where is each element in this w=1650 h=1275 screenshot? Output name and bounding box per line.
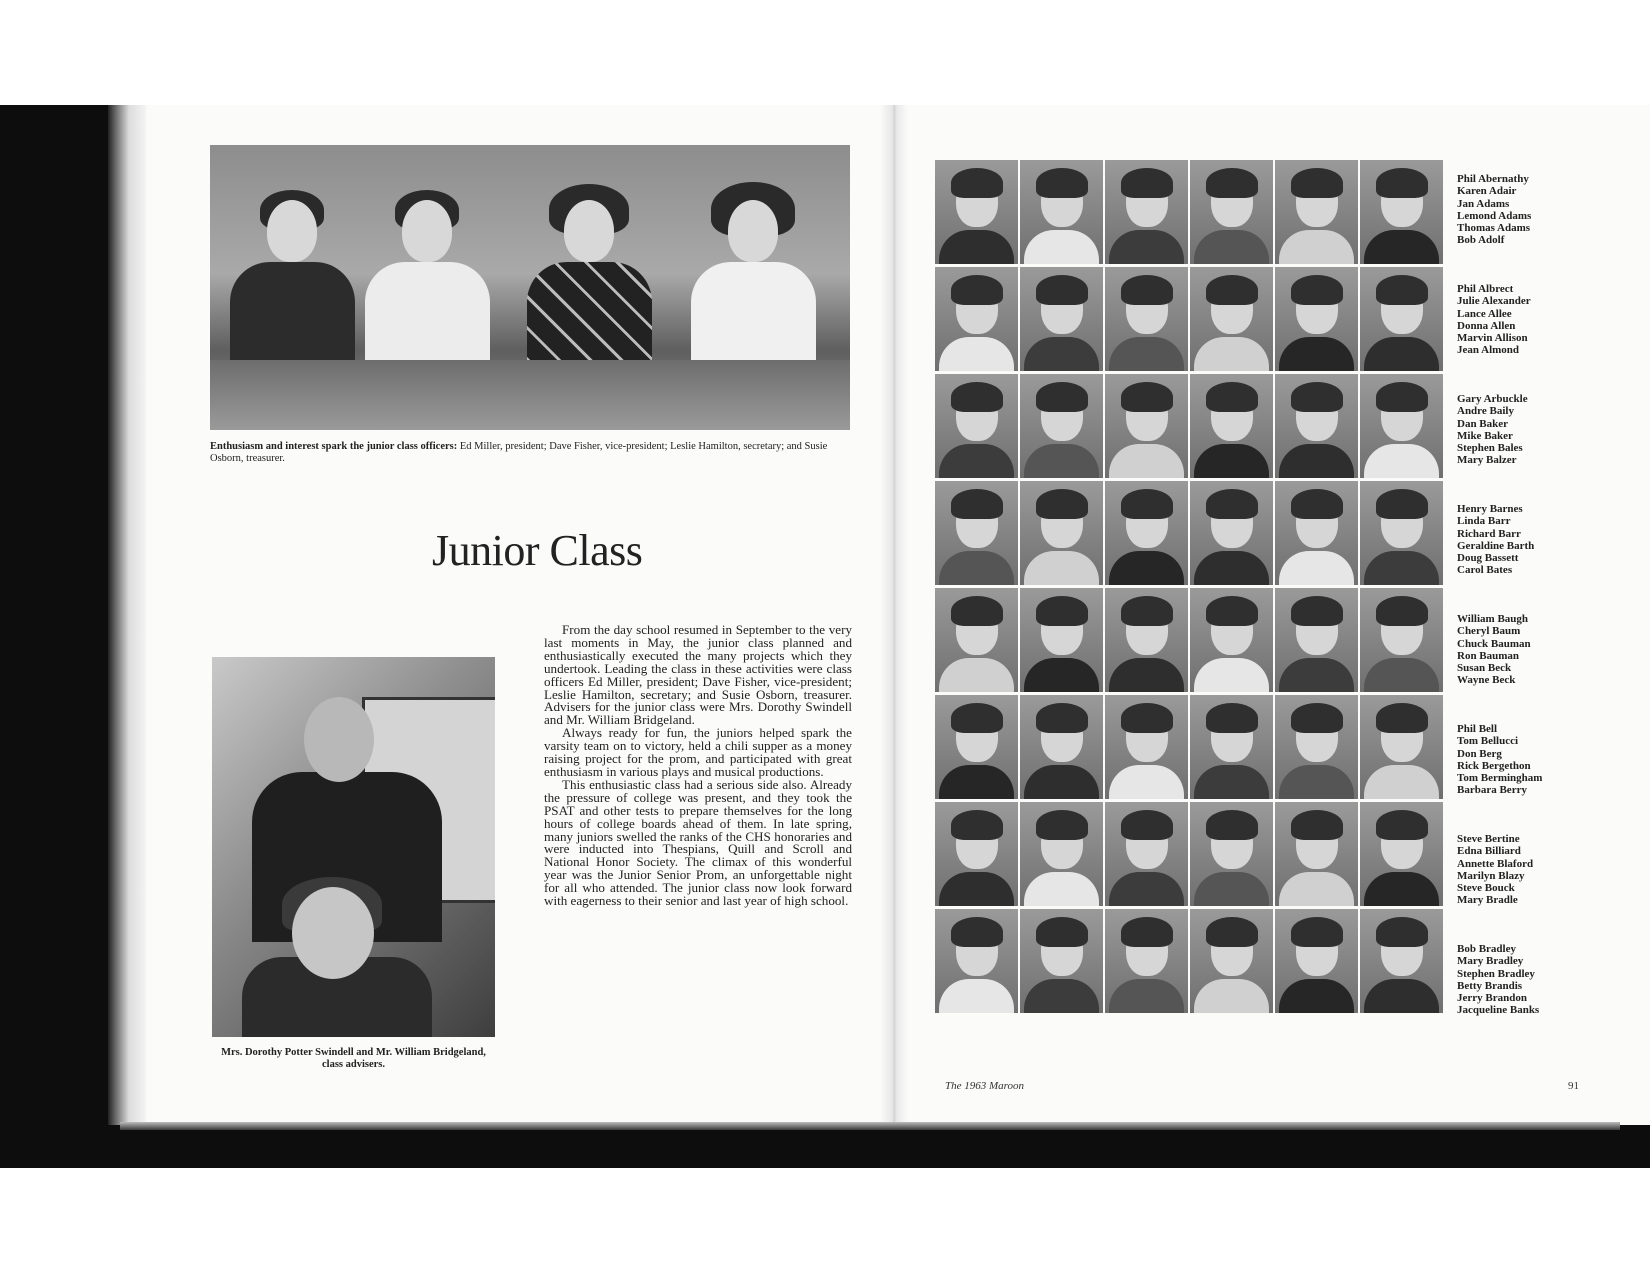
table — [210, 360, 850, 430]
student-name: Rick Bergethon — [1457, 759, 1531, 772]
student-name: Dan Baker — [1457, 417, 1509, 430]
article-body — [544, 624, 852, 908]
student-name: Cheryl Baum — [1457, 625, 1521, 638]
student-portrait — [935, 481, 1018, 585]
officer-figure — [522, 200, 657, 375]
student-name: Lance Allee — [1457, 307, 1512, 320]
student-portrait — [1020, 802, 1103, 906]
student-name: Marilyn Blazy — [1457, 869, 1525, 882]
student-name: Chuck Bauman — [1457, 637, 1531, 650]
portrait-row — [935, 909, 1443, 1015]
student-name: Don Berg — [1457, 747, 1502, 760]
student-portrait — [1105, 267, 1188, 371]
student-portrait — [1190, 802, 1273, 906]
student-name: Mike Baker — [1457, 429, 1513, 442]
officer-figure — [360, 200, 495, 375]
student-name: Donna Allen — [1457, 319, 1516, 332]
student-portrait — [1105, 909, 1188, 1013]
student-name: Susan Beck — [1457, 662, 1512, 675]
officers-caption-bold: Enthusiasm and interest spark the junior class officers: — [210, 441, 458, 452]
student-portrait — [1275, 160, 1358, 264]
student-portrait — [1190, 481, 1273, 585]
officer-figure — [686, 200, 821, 375]
student-name-list — [1457, 283, 1531, 357]
student-portrait — [1020, 588, 1103, 692]
student-name: Jean Almond — [1457, 344, 1520, 357]
student-name: Steve Bouck — [1457, 882, 1515, 895]
student-name: Jacqueline Banks — [1457, 1004, 1540, 1017]
page-title: Junior Class — [432, 526, 643, 575]
student-portrait — [935, 695, 1018, 799]
student-name: Mary Bradle — [1457, 894, 1518, 907]
portrait-row — [935, 588, 1443, 694]
student-name-list — [1457, 723, 1542, 797]
student-name: Phil Abernathy — [1457, 173, 1529, 185]
student-name: Geraldine Barth — [1457, 539, 1535, 552]
student-name: Marvin Allison — [1457, 332, 1528, 345]
article-paragraph: From the day school resumed in September to the very last moments in May, the junior class planned and enthusiastically executed the many projects which they undertook. Leading the class in these activities were class officers Ed Miller, president; Dave Fisher, vice-president; Leslie Hamilton, secretary; and Susie Osborn, treasurer. Advisers for the junior class were Mrs. Dorothy Swindell and Mr. William Bridgeland. — [544, 622, 852, 728]
book-edge — [108, 105, 146, 1125]
portrait-row — [935, 481, 1443, 587]
student-portrait — [1190, 267, 1273, 371]
portrait-grid — [935, 160, 1443, 1012]
student-name: Mary Balzer — [1457, 454, 1517, 467]
student-name: William Baugh — [1457, 613, 1529, 625]
student-portrait — [1020, 267, 1103, 371]
student-name: Linda Barr — [1457, 515, 1511, 528]
student-name: Betty Brandis — [1457, 979, 1523, 992]
student-portrait — [1190, 160, 1273, 264]
portrait-row — [935, 802, 1443, 908]
student-name: Henry Barnes — [1457, 503, 1523, 515]
student-portrait — [1190, 695, 1273, 799]
class-advisers-photo — [212, 657, 495, 1037]
student-name: Mary Bradley — [1457, 955, 1524, 968]
student-name-list — [1457, 613, 1531, 687]
adviser-head — [304, 697, 374, 782]
student-name: Bob Adolf — [1457, 234, 1505, 247]
page-bottom-edge — [120, 1122, 1620, 1130]
student-portrait — [1190, 374, 1273, 478]
student-portrait — [935, 374, 1018, 478]
student-name: Richard Barr — [1457, 527, 1521, 540]
student-portrait — [1275, 695, 1358, 799]
student-portrait — [1190, 588, 1273, 692]
portrait-row — [935, 267, 1443, 373]
student-portrait — [1360, 909, 1443, 1013]
student-name: Annette Blaford — [1457, 857, 1534, 870]
student-name-list — [1457, 943, 1539, 1017]
adviser-head — [292, 887, 374, 979]
class-officers-photo — [210, 145, 850, 430]
portrait-row — [935, 374, 1443, 480]
advisers-caption: Mrs. Dorothy Potter Swindell and Mr. William Bridgeland, class advisers. — [221, 1047, 486, 1070]
student-name: Julie Alexander — [1457, 295, 1531, 308]
student-portrait — [935, 588, 1018, 692]
page-number: 91 — [1568, 1080, 1579, 1092]
student-name-list — [1457, 173, 1531, 247]
student-portrait — [1275, 909, 1358, 1013]
student-portrait — [1360, 160, 1443, 264]
officers-caption — [210, 441, 852, 465]
officers-caption-text: Ed Miller, president; Dave Fisher, vice-president; Leslie Hamilton, secretary; and Susie Osborn, treasurer. — [210, 441, 828, 464]
student-name: Steve Bertine — [1457, 833, 1520, 845]
student-portrait — [935, 160, 1018, 264]
student-portrait — [1275, 374, 1358, 478]
student-name: Phil Bell — [1457, 723, 1498, 735]
student-name: Tom Bermingham — [1457, 772, 1543, 785]
student-portrait — [1105, 802, 1188, 906]
student-portrait — [935, 802, 1018, 906]
portrait-row — [935, 160, 1443, 266]
student-portrait — [1275, 588, 1358, 692]
student-portrait — [1020, 909, 1103, 1013]
student-name: Phil Albrect — [1457, 283, 1514, 295]
student-portrait — [1105, 374, 1188, 478]
officer-figure — [225, 200, 360, 375]
student-name: Carol Bates — [1457, 564, 1513, 577]
footer-publication: The 1963 Maroon — [945, 1080, 1025, 1092]
student-portrait — [1275, 267, 1358, 371]
student-portrait — [1275, 802, 1358, 906]
student-name: Lemond Adams — [1457, 209, 1532, 222]
student-portrait — [1105, 481, 1188, 585]
student-name: Bob Bradley — [1457, 943, 1516, 955]
student-portrait — [1360, 588, 1443, 692]
student-portrait — [1020, 160, 1103, 264]
student-name: Jerry Brandon — [1457, 992, 1527, 1005]
student-name: Wayne Beck — [1457, 674, 1516, 687]
student-name-list — [1457, 393, 1528, 467]
student-name: Tom Bellucci — [1457, 735, 1519, 748]
student-name: Jan Adams — [1457, 197, 1510, 210]
student-portrait — [1020, 695, 1103, 799]
student-name: Gary Arbuckle — [1457, 393, 1528, 405]
portrait-row — [935, 695, 1443, 801]
student-name: Doug Bassett — [1457, 552, 1519, 565]
book-gutter — [880, 105, 908, 1125]
student-name-list — [1457, 833, 1533, 907]
student-portrait — [1360, 481, 1443, 585]
student-name: Ron Bauman — [1457, 649, 1520, 662]
student-name: Andre Baily — [1457, 405, 1514, 418]
student-portrait — [1360, 267, 1443, 371]
student-portrait — [1105, 695, 1188, 799]
student-portrait — [1020, 481, 1103, 585]
student-portrait — [1360, 695, 1443, 799]
student-portrait — [935, 909, 1018, 1013]
student-name-list — [1457, 503, 1534, 577]
student-portrait — [935, 267, 1018, 371]
student-portrait — [1190, 909, 1273, 1013]
student-name: Karen Adair — [1457, 185, 1517, 198]
student-portrait — [1275, 481, 1358, 585]
article-paragraph: Always ready for fun, the juniors helped spark the varsity team on to victory, held a chili supper as a money raising project for the prom, and participated with great enthusiasm in various plays and musical productions. — [544, 725, 852, 779]
student-name: Edna Billiard — [1457, 845, 1521, 858]
student-portrait — [1360, 374, 1443, 478]
student-name: Barbara Berry — [1457, 784, 1527, 797]
article-paragraph: This enthusiastic class had a serious side also. Already the pressure of college was present, and they took the PSAT and other tests to prepare themselves for the long hours of college boards ahead of them. In late spring, many juniors swelled the ranks of the CHS honoraries and were inducted into Thespians, Quill and Scroll and National Honor Society. The climax of this wonderful year was the Junior Senior Prom, an unforgettable night for all who attended. The junior class now look forward with eagerness to their senior and last year of high school. — [544, 776, 852, 909]
student-portrait — [1105, 160, 1188, 264]
student-name: Stephen Bales — [1457, 442, 1523, 455]
student-portrait — [1360, 802, 1443, 906]
student-portrait — [1105, 588, 1188, 692]
student-portrait — [1020, 374, 1103, 478]
student-name: Thomas Adams — [1457, 222, 1531, 235]
student-name: Stephen Bradley — [1457, 967, 1535, 980]
